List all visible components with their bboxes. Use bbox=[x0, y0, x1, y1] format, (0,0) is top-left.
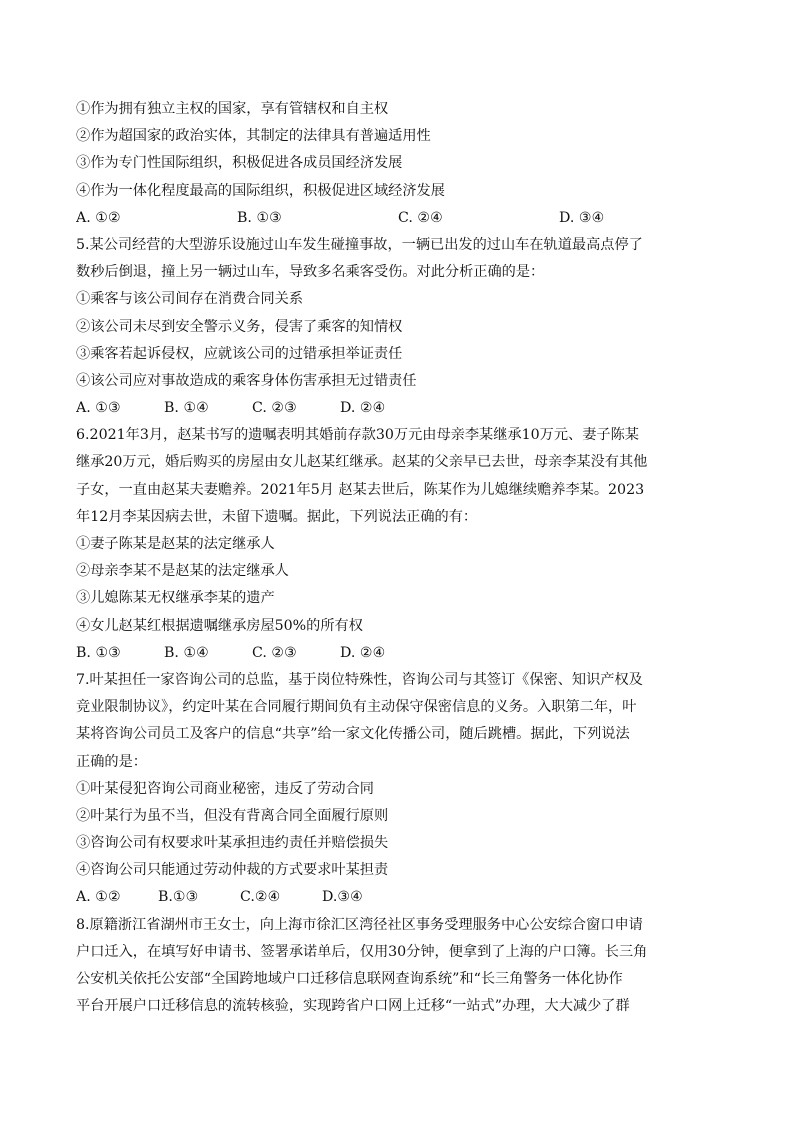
q6-statement-1: ①妻子陈某是赵某的法定继承人 bbox=[76, 536, 275, 552]
q7-option-d: D.③④ bbox=[322, 889, 363, 906]
q6-statement-3: ③儿媳陈某无权继承李某的遗产 bbox=[76, 590, 275, 607]
exam-page bbox=[76, 96, 724, 1020]
q6-option-d: D. ②④ bbox=[340, 644, 386, 661]
q4-statement-2: ②作为超国家的政治实体，其制定的法律具有普遍适用性 bbox=[76, 128, 431, 145]
q5-option-c: C. ②③ bbox=[252, 400, 297, 417]
q7-statement-3: ③咨询公司有权要求叶某承担违约责任并赔偿损失 bbox=[76, 835, 389, 852]
q5-stem-line-2: 数秒后倒退，撞上另一辆过山车，导致多名乘客受伤。对此分析正确的是： bbox=[76, 264, 545, 281]
q6-statement-4: ④女儿赵某红根据遗嘱继承房屋50%的所有权 bbox=[76, 617, 363, 634]
q6-statement-2: ②母亲李某不是赵某的法定继承人 bbox=[76, 563, 289, 580]
q5-option-a: A. ①③ bbox=[76, 400, 121, 417]
q5-statement-4: ④该公司应对事故造成的乘客身体伤害承担无过错责任 bbox=[76, 372, 417, 389]
q6-options bbox=[76, 640, 724, 667]
q5-statement-2: ②该公司未尽到安全警示义务，侵害了乘客的知情权 bbox=[76, 318, 403, 335]
q7-option-b: B.①③ bbox=[158, 889, 199, 906]
q8-stem-line-1: 8.原籍浙江省湖州市王女士，向上海市徐汇区湾径社区事务受理服务中心公安综合窗口申请 bbox=[76, 916, 643, 933]
q6-stem bbox=[76, 422, 724, 531]
q4-option-b: B. ①③ bbox=[237, 209, 282, 226]
q8-stem-line-4: 平台开展户口迁移信息的流转核验，实现跨省户口网上迁移“一站式”办理，大大减少了群 bbox=[76, 998, 630, 1015]
q7-statement-4: ④咨询公司只能通过劳动仲裁的方式要求叶某担责 bbox=[76, 862, 389, 879]
q6-option-c: C. ②③ bbox=[252, 644, 297, 661]
q6-stem-line-3: 子女，一直由赵某夫妻赡养。2021年5月 赵某去世后，陈某作为儿媳继续赡养李某。2023 bbox=[76, 481, 645, 498]
q5-statements bbox=[76, 286, 724, 395]
q4-option-a: A. ①② bbox=[76, 209, 121, 226]
q4-option-d: D. ③④ bbox=[559, 209, 605, 226]
q6-option-a: B. ①③ bbox=[76, 644, 121, 661]
q7-options bbox=[76, 884, 724, 911]
q5-stem-line-1: 5.某公司经营的大型游乐设施过山车发生碰撞事故，一辆已出发的过山车在轨道最高点停了 bbox=[76, 236, 643, 253]
q7-stem-line-1: 7.叶某担任一家咨询公司的总监，基于岗位特殊性，咨询公司与其签订《保密、知识产权及 bbox=[76, 671, 643, 688]
q4-statements bbox=[76, 96, 724, 205]
q5-stem bbox=[76, 232, 724, 286]
q4-option-c: C. ②④ bbox=[398, 209, 443, 226]
q4-statement-4: ④作为一体化程度最高的国际组织，积极促进区域经济发展 bbox=[76, 182, 445, 199]
q5-statement-3: ③乘客若起诉侵权，应就该公司的过错承担举证责任 bbox=[76, 345, 403, 362]
q6-option-b: B. ①④ bbox=[164, 644, 209, 661]
q5-option-b: B. ①④ bbox=[164, 400, 209, 417]
q6-stem-line-1: 6.2021年3月，赵某书写的遗嘱表明其婚前存款30万元由母亲李某继承10万元、妻子陈某 bbox=[76, 427, 639, 444]
q8-stem-line-3: 公安机关依托公安部“全国跨地域户口迁移信息联网查询系统”和“长三角警务一体化协作 bbox=[76, 971, 623, 987]
q5-options bbox=[76, 395, 724, 422]
q7-stem bbox=[76, 667, 724, 776]
q7-option-c: C.②④ bbox=[240, 889, 281, 906]
q8-stem bbox=[76, 912, 724, 1021]
q5-statement-1: ①乘客与该公司间存在消费合同关系 bbox=[76, 291, 304, 308]
q6-stem-line-2: 继承20万元，婚后购买的房屋由女儿赵某红继承。赵某的父亲早已去世，母亲李某没有其他 bbox=[76, 454, 648, 471]
q7-statements bbox=[76, 776, 724, 885]
q8-stem-line-2: 户口迁入，在填写好申请书、签署承诺单后，仅用30分钟，便拿到了上海的户口簿。长三角 bbox=[76, 943, 648, 960]
q7-stem-line-4: 正确的是： bbox=[76, 753, 147, 770]
q7-stem-line-2: 竞业限制协议》，约定叶某在合同履行期间负有主动保守保密信息的义务。入职第二年，叶 bbox=[76, 699, 637, 716]
q6-statements bbox=[76, 531, 724, 640]
q7-statement-2: ②叶某行为虽不当，但没有背离合同全面履行原则 bbox=[76, 807, 389, 824]
q4-options bbox=[76, 205, 724, 232]
q5-option-d: D. ②④ bbox=[340, 400, 386, 417]
q7-statement-1: ①叶某侵犯咨询公司商业秘密，违反了劳动合同 bbox=[76, 780, 374, 797]
q4-statement-3: ③作为专门性国际组织，积极促进各成员国经济发展 bbox=[76, 155, 403, 172]
q6-stem-line-4: 年12月李某因病去世，未留下遗嘱。据此，下列说法正确的有： bbox=[76, 508, 478, 525]
q4-statement-1: ①作为拥有独立主权的国家，享有管辖权和自主权 bbox=[76, 101, 389, 117]
q7-stem-line-3: 某将咨询公司员工及客户的信息“共享”给一家文化传播公司，随后跳槽。据此，下列说法 bbox=[76, 726, 630, 743]
q7-option-a: A. ①② bbox=[76, 889, 121, 906]
